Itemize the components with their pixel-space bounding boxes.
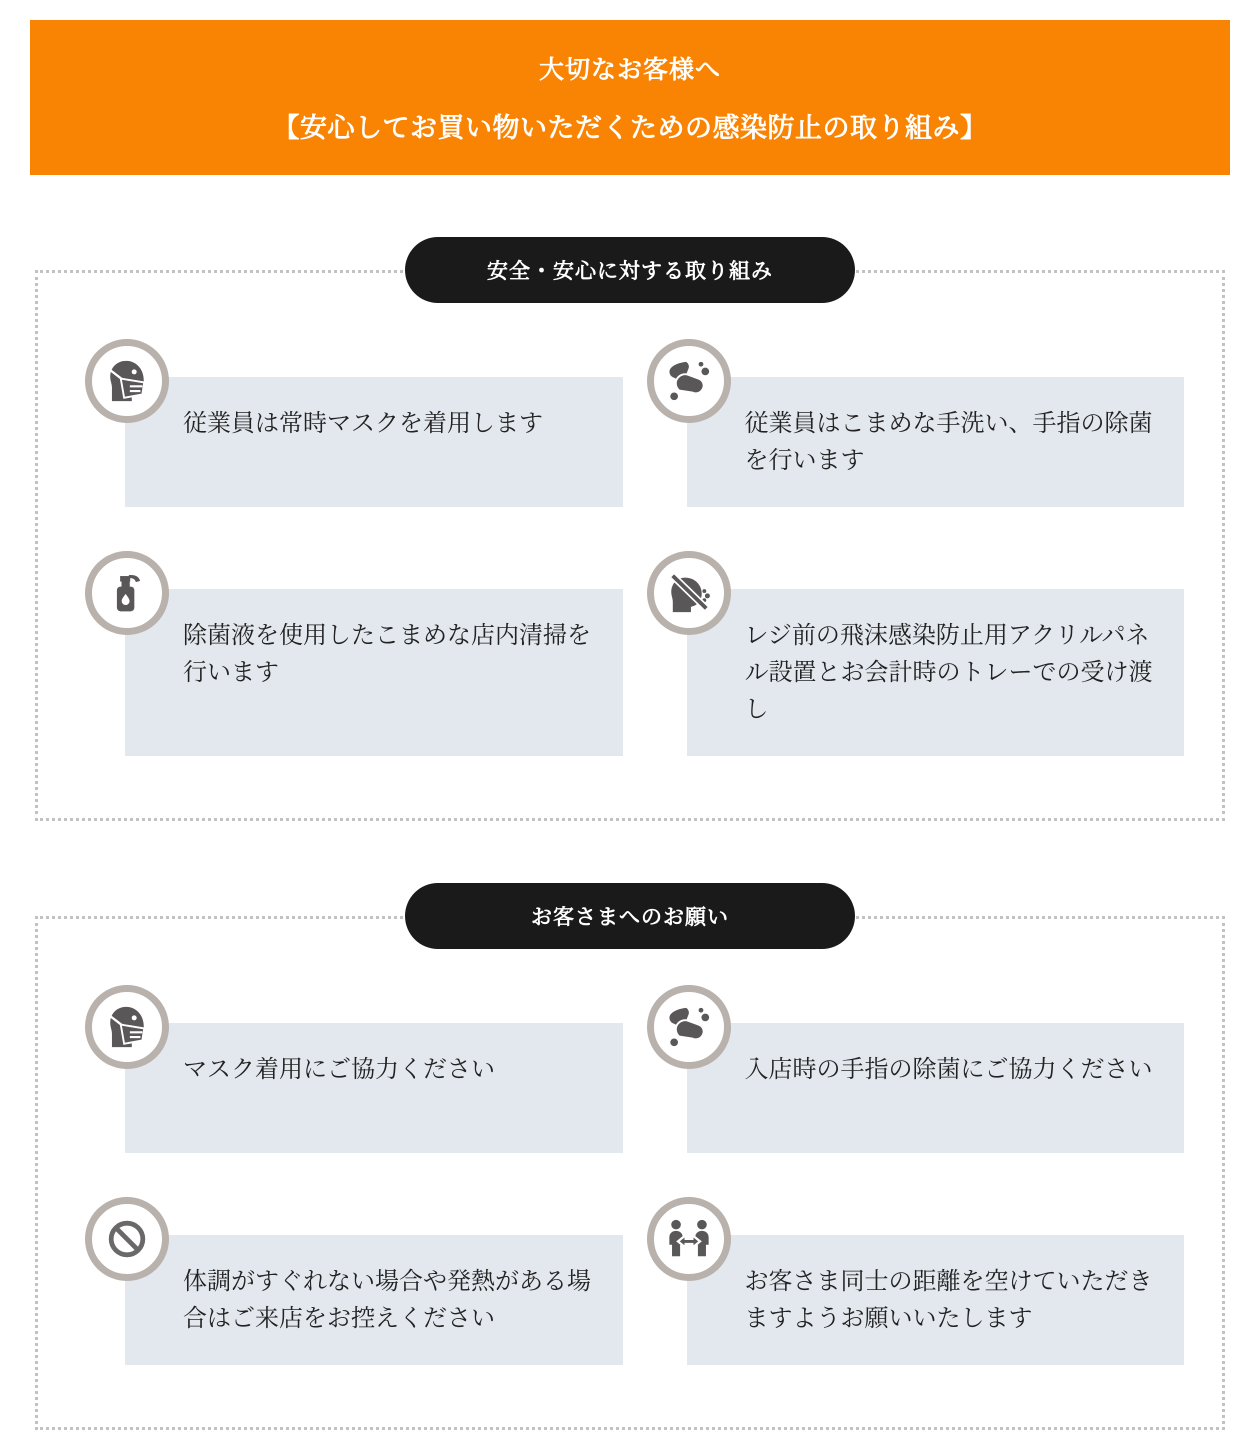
measure-item	[647, 339, 1185, 507]
mask-face-icon	[85, 985, 169, 1069]
measure-text: マスク着用にご協力ください	[125, 1023, 623, 1153]
measure-item	[85, 551, 623, 756]
measure-text: 従業員は常時マスクを着用します	[125, 377, 623, 507]
notice-banner	[30, 20, 1230, 175]
hand-washing-icon	[647, 985, 731, 1069]
banner-subtitle: 【安心してお買い物いただくための感染防止の取り組み】	[272, 113, 988, 143]
measure-text: 入店時の手指の除菌にご協力ください	[687, 1023, 1185, 1153]
measure-text: お客さま同士の距離を空けていただきますようお願いいたします	[687, 1235, 1185, 1365]
measure-item	[647, 1197, 1185, 1365]
section-customer-requests	[35, 883, 1225, 1430]
mask-face-icon	[85, 339, 169, 423]
section-title-pill	[405, 883, 855, 949]
measure-text: 除菌液を使用したこまめな店内清掃を行います	[125, 589, 623, 756]
section-title-pill	[405, 237, 855, 303]
measure-text: レジ前の飛沫感染防止用アクリルパネル設置とお会計時のトレーでの受け渡し	[687, 589, 1185, 756]
measure-item	[85, 1197, 623, 1365]
social-distance-icon	[647, 1197, 731, 1281]
measure-item	[647, 551, 1185, 756]
measure-text: 従業員はこまめな手洗い、手指の除菌を行います	[687, 377, 1185, 507]
measure-item	[647, 985, 1185, 1153]
section-title: お客さまへのお願い	[531, 906, 729, 929]
prohibition-icon	[85, 1197, 169, 1281]
measure-text: 体調がすぐれない場合や発熱がある場合はご来店をお控えください	[125, 1235, 623, 1365]
banner-title: 大切なお客様へ	[538, 56, 721, 84]
section-body	[35, 916, 1225, 1430]
measure-item	[85, 985, 623, 1153]
droplet-block-icon	[647, 551, 731, 635]
measures-grid	[85, 339, 1184, 756]
measure-item	[85, 339, 623, 507]
section-title: 安全・安心に対する取り組み	[487, 260, 773, 283]
section-body	[35, 270, 1225, 821]
measures-grid	[85, 985, 1184, 1365]
section-safety-measures	[35, 237, 1225, 821]
sanitizer-spray-icon	[85, 551, 169, 635]
hand-washing-icon	[647, 339, 731, 423]
